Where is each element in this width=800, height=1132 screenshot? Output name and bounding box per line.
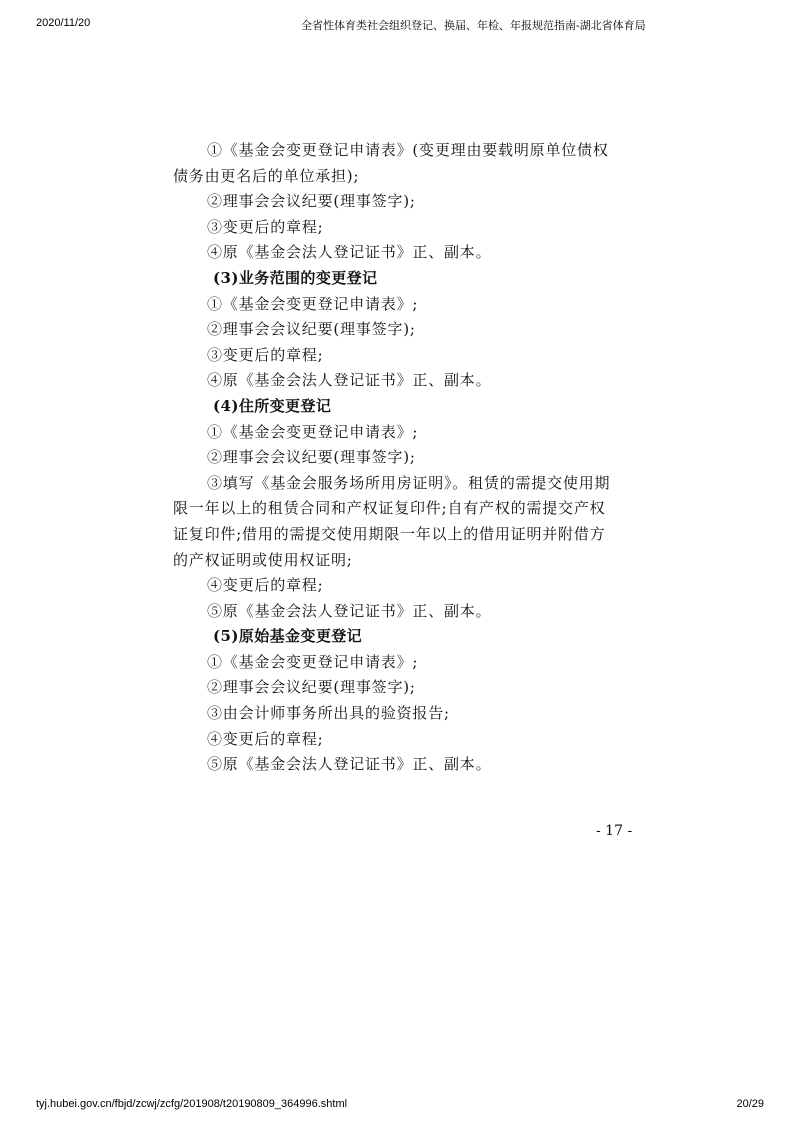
text-line: ⑤原《基金会法人登记证书》正、副本。 <box>207 755 492 774</box>
text-line: ③填写《基金会服务场所用房证明》。租赁的需提交使用期 <box>207 473 611 492</box>
text-line: ②理事会会议纪要(理事签字); <box>207 320 416 339</box>
text-line: ④变更后的章程; <box>207 576 324 595</box>
text-line: 债务由更名后的单位承担); <box>173 166 360 185</box>
section-heading: (5)原始基金变更登记 <box>213 627 363 646</box>
document-body <box>173 138 629 778</box>
text-line: ⑤原《基金会法人登记证书》正、副本。 <box>207 601 492 620</box>
print-date: 2020/11/20 <box>36 17 91 29</box>
text-line: ②理事会会议纪要(理事签字); <box>207 448 416 467</box>
text-line: 证复印件;借用的需提交使用期限一年以上的借用证明并附借方 <box>173 524 606 543</box>
text-line: ④原《基金会法人登记证书》正、副本。 <box>207 371 492 390</box>
text-line: ②理事会会议纪要(理事签字); <box>207 192 416 211</box>
document-page-number: - 17 - <box>596 823 633 839</box>
text-line: ①《基金会变更登记申请表》; <box>207 422 419 441</box>
text-line: ④变更后的章程; <box>207 729 324 748</box>
print-page-title: 全省性体育类社会组织登记、换届、年检、年报规范指南-湖北省体育局 <box>301 20 646 32</box>
text-line: ①《基金会变更登记申请表》; <box>207 294 419 313</box>
section-heading: (3)业务范围的变更登记 <box>213 268 378 287</box>
text-line: ③变更后的章程; <box>207 217 324 236</box>
text-line: ④原《基金会法人登记证书》正、副本。 <box>207 243 492 262</box>
text-line: ①《基金会变更登记申请表》; <box>207 652 419 671</box>
print-page-count: 20/29 <box>736 1098 764 1110</box>
text-line: 限一年以上的租赁合同和产权证复印件;自有产权的需提交产权 <box>173 499 606 518</box>
text-line: ②理事会会议纪要(理事签字); <box>207 678 416 697</box>
section-heading: (4)住所变更登记 <box>213 396 332 415</box>
text-line: ③由会计师事务所出具的验资报告; <box>207 704 450 723</box>
print-footer <box>0 1094 800 1124</box>
text-line: ①《基金会变更登记申请表》(变更理由要载明原单位债权 <box>207 141 609 159</box>
print-url: tyj.hubei.gov.cn/fbjd/zcwj/zcfg/201908/t20190809_364996.shtml <box>36 1098 348 1110</box>
text-line: 的产权证明或使用权证明; <box>173 550 353 569</box>
print-header <box>0 0 800 40</box>
text-line: ③变更后的章程; <box>207 345 324 364</box>
